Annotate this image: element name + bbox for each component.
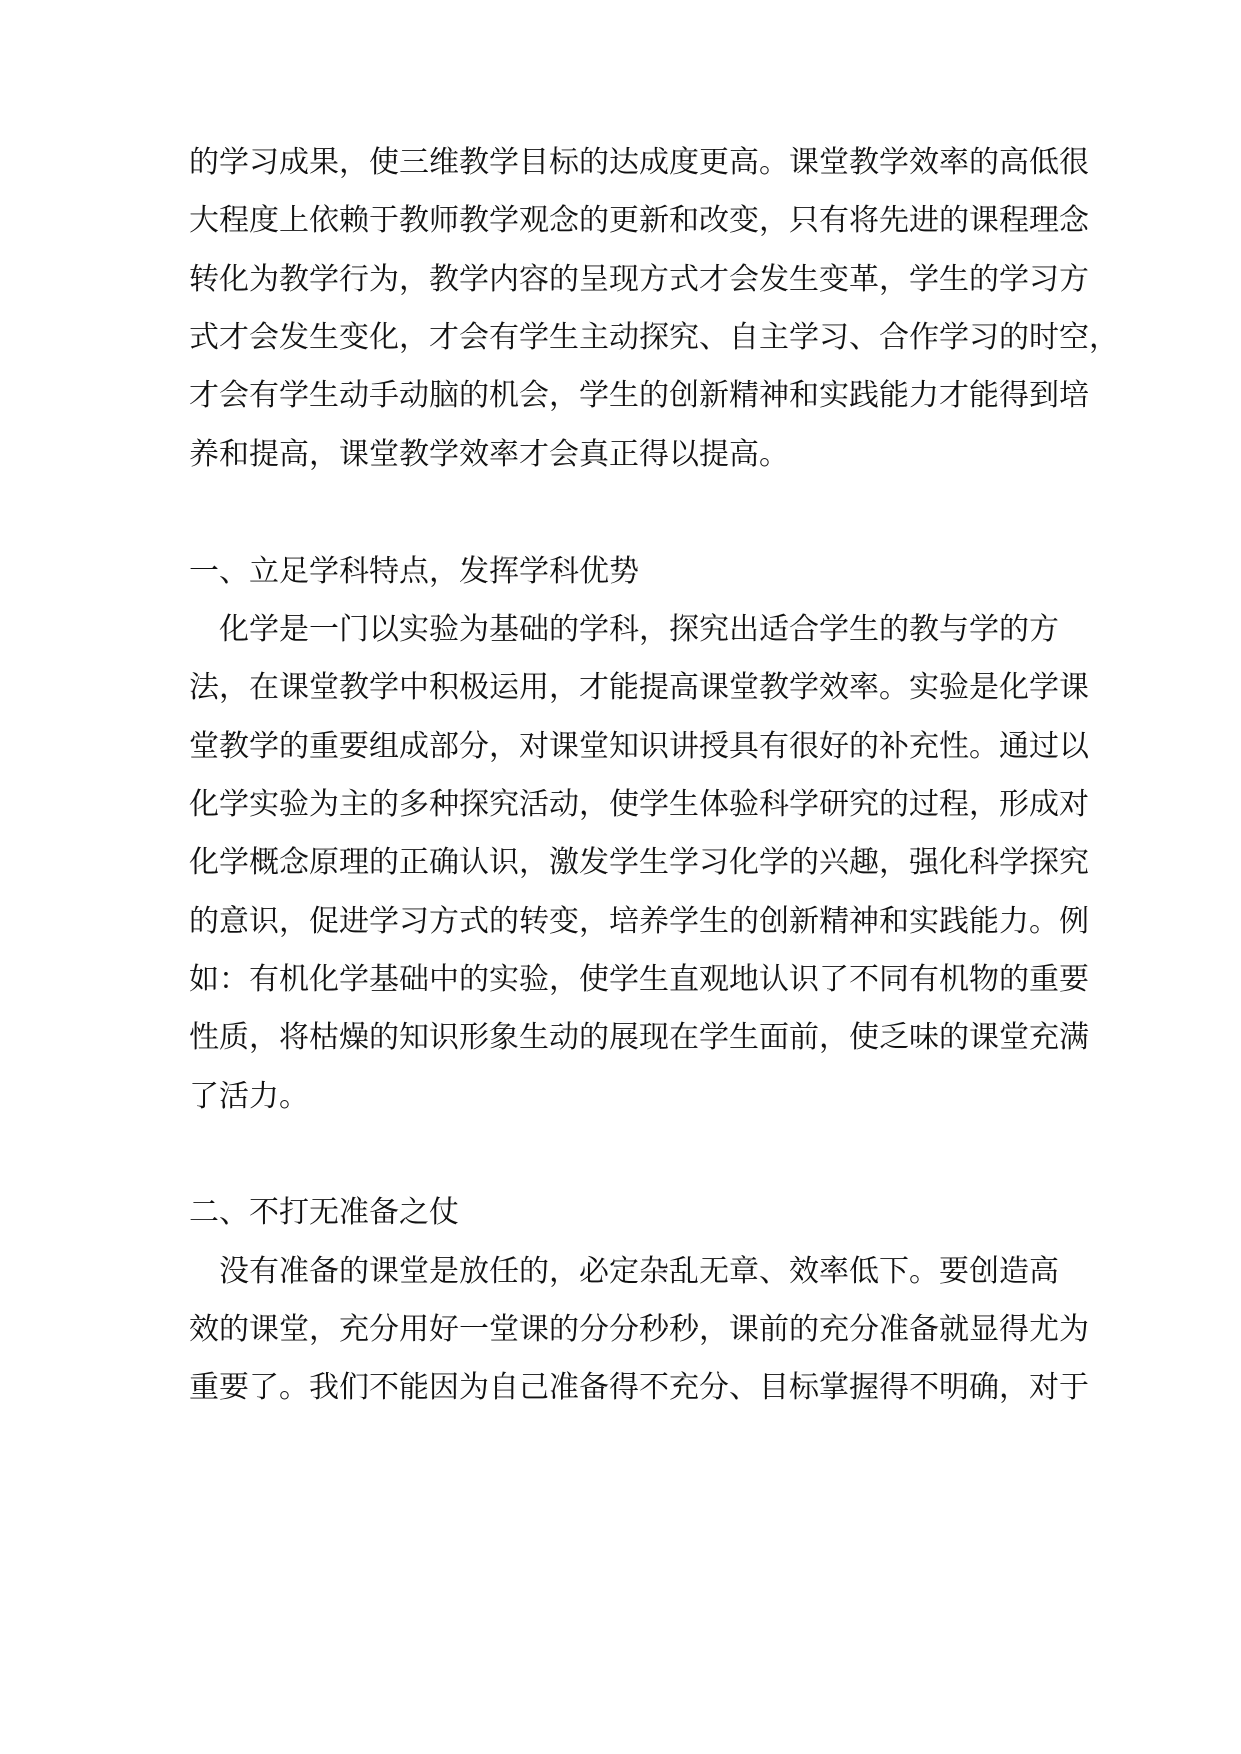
paragraph-line: 养和提高，课堂教学效率才会真正得以提高。: [189, 437, 789, 472]
paragraph-line: 法，在课堂教学中积极运用，才能提高课堂教学效率。实验是化学课: [189, 670, 1089, 705]
paragraph-line: 化学概念原理的正确认识，激发学生学习化学的兴趣，强化科学探究: [189, 845, 1089, 880]
paragraph-line: 转化为教学行为，教学内容的呈现方式才会发生变革，学生的学习方: [189, 262, 1089, 297]
paragraph-line: 的学习成果，使三维教学目标的达成度更高。课堂教学效率的高低很: [189, 145, 1089, 180]
paragraph-line: 化学是一门以实验为基础的学科，探究出适合学生的教与学的方: [189, 612, 1059, 647]
paragraph-line: 才会有学生动手动脑的机会，学生的创新精神和实践能力才能得到培: [189, 378, 1089, 413]
paragraph-line: 性质，将枯燥的知识形象生动的展现在学生面前，使乏味的课堂充满: [189, 1020, 1089, 1055]
paragraph-line: 化学实验为主的多种探究活动，使学生体验科学研究的过程，形成对: [189, 787, 1089, 822]
paragraph-line: 重要了。我们不能因为自己准备得不充分、目标掌握得不明确，对于: [189, 1370, 1089, 1405]
section-heading: 一、立足学科特点，发挥学科优势: [189, 554, 639, 589]
paragraph-line: 效的课堂，充分用好一堂课的分分秒秒，课前的充分准备就显得尤为: [189, 1312, 1089, 1347]
section-heading: 二、不打无准备之仗: [189, 1195, 459, 1230]
paragraph-line: 堂教学的重要组成部分，对课堂知识讲授具有很好的补充性。通过以: [189, 729, 1089, 764]
paragraph-line: 大程度上依赖于教师教学观念的更新和改变，只有将先进的课程理念: [189, 203, 1089, 238]
paragraph-line: 式才会发生变化，才会有学生主动探究、自主学习、合作学习的时空，: [189, 320, 1119, 355]
paragraph-line: 了活力。: [189, 1079, 309, 1114]
paragraph-line: 的意识，促进学习方式的转变，培养学生的创新精神和实践能力。例: [189, 904, 1089, 939]
paragraph-line: 如：有机化学基础中的实验，使学生直观地认识了不同有机物的重要: [189, 962, 1089, 997]
paragraph-line: 没有准备的课堂是放任的，必定杂乱无章、效率低下。要创造高: [189, 1254, 1059, 1289]
